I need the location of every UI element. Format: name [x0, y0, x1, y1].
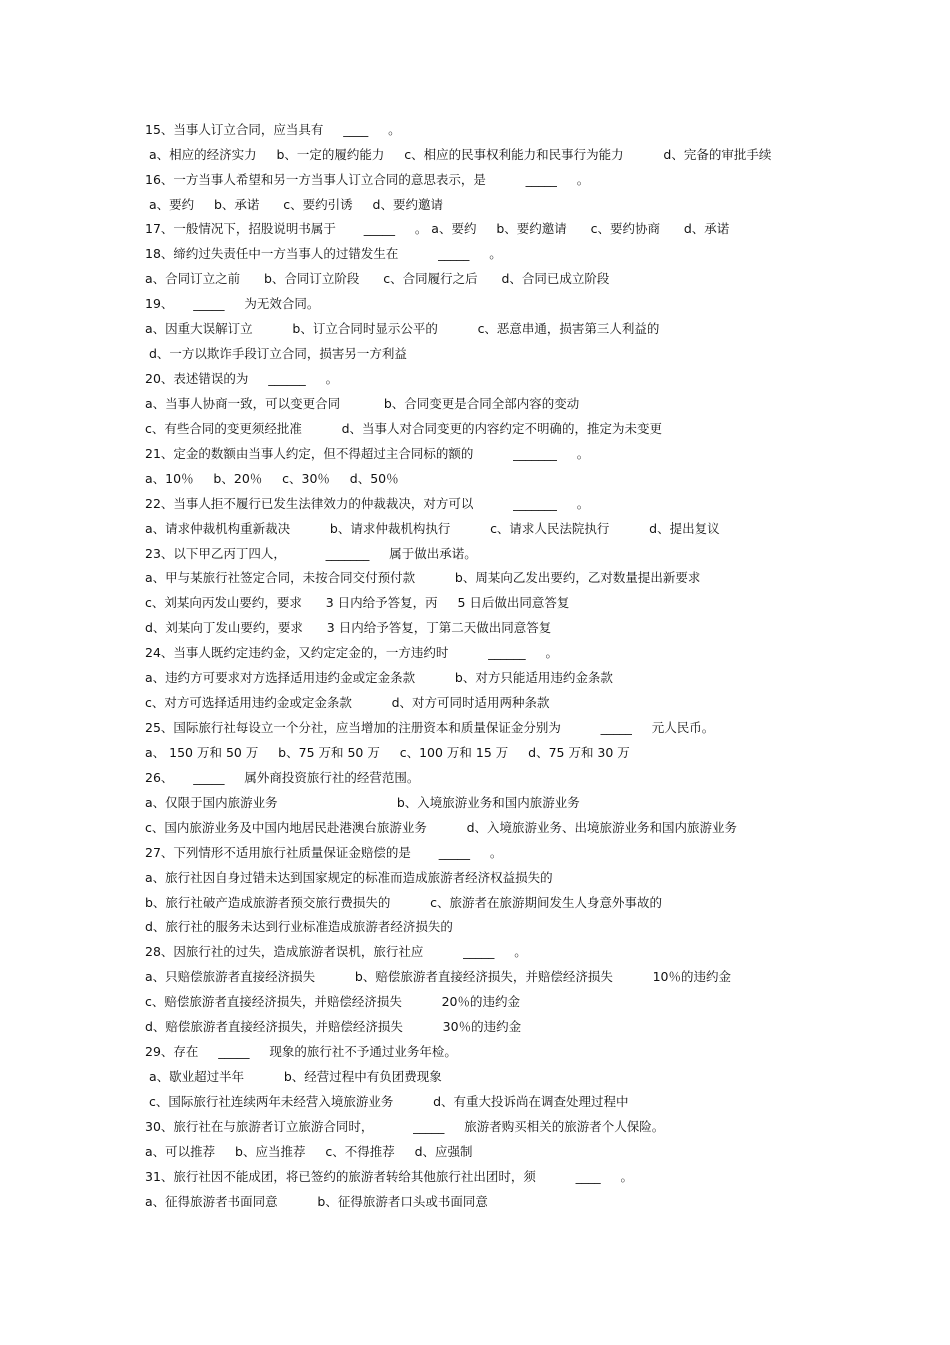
options-30: a、可以推荐 b、应当推荐 c、不得推荐 d、应强制: [145, 1144, 473, 1159]
options-24-ab: a、违约方可要求对方选择适用违约金或定金条款 b、对方只能适用违约金条款: [145, 670, 613, 685]
question-25: 25、国际旅行社每设立一个分社，应当增加的注册资本和质量保证金分别为 _____ 元人民币。: [145, 720, 715, 735]
options-19: a、因重大误解订立 b、订立合同时显示公平的 c、恶意串通，损害第三人利益的: [145, 321, 660, 336]
question-27: 27、下列情形不适用旅行社质量保证金赔偿的是 _____ 。: [145, 845, 503, 860]
options-15: a、相应的经济实力 b、一定的履约能力 c、相应的民事权利能力和民事行为能力 d、完备的审批手续: [145, 147, 772, 162]
question-30: 30、旅行社在与旅游者订立旅游合同时， _____ 旅游者购买相关的旅游者个人保险。: [145, 1119, 665, 1134]
options-23-ab: a、甲与某旅行社签定合同，未按合同交付预付款 b、周某向乙发出要约，乙对数量提出新要求: [145, 570, 701, 585]
options-28-c: c、赔偿旅游者直接经济损失，并赔偿经济损失 20％的违约金: [145, 994, 521, 1009]
options-29-cd: c、国际旅行社连续两年未经营入境旅游业务 d、有重大投诉尚在调查处理过程中: [145, 1094, 629, 1109]
options-29-ab: a、歇业超过半年 b、经营过程中有负团费现象: [145, 1069, 442, 1084]
options-19-d: d、一方以欺诈手段订立合同，损害另一方利益: [145, 346, 407, 361]
options-28-d: d、赔偿旅游者直接经济损失，并赔偿经济损失 30％的违约金: [145, 1019, 522, 1034]
question-24: 24、当事人既约定违约金，又约定定金的，一方违约时 ______ 。: [145, 645, 559, 660]
question-29: 29、存在 _____ 现象的旅行社不予通过业务年检。: [145, 1044, 457, 1059]
question-20: 20、表述错误的为 ______ 。: [145, 371, 339, 386]
options-27-a: a、旅行社因自身过错未达到国家规定的标准而造成旅游者经济权益损失的: [145, 870, 553, 885]
question-23: 23、以下甲乙丙丁四人， _______ 属于做出承诺。: [145, 546, 477, 561]
options-20-ab: a、当事人协商一致，可以变更合同 b、合同变更是合同全部内容的变动: [145, 396, 580, 411]
question-18: 18、缔约过失责任中一方当事人的过错发生在 _____ 。: [145, 246, 502, 261]
options-23-d: d、刘某向丁发山要约，要求 3 日内给予答复，丁第二天做出同意答复: [145, 620, 552, 635]
options-22: a、请求仲裁机构重新裁决 b、请求仲裁机构执行 c、请求人民法院执行 d、提出复议: [145, 521, 720, 536]
question-28: 28、因旅行社的过失，造成旅游者误机，旅行社应 _____ 。: [145, 944, 527, 959]
options-27-bc: b、旅行社破产造成旅游者预交旅行费损失的 c、旅游者在旅游期间发生人身意外事故的: [145, 895, 663, 910]
options-23-c: c、刘某向丙发山要约，要求 3 日内给予答复，丙 5 日后做出同意答复: [145, 595, 570, 610]
options-24-cd: c、对方可选择适用违约金或定金条款 d、对方可同时适用两种条款: [145, 695, 550, 710]
options-16: a、要约 b、承诺 c、要约引诱 d、要约邀请: [145, 197, 443, 212]
question-19: 19、 _____ 为无效合同。: [145, 296, 320, 311]
question-16: 16、一方当事人希望和另一方当事人订立合同的意思表示，是 _____ 。: [145, 172, 590, 187]
options-20-cd: c、有些合同的变更须经批准 d、当事人对合同变更的内容约定不明确的，推定为未变更: [145, 421, 663, 436]
options-31: a、征得旅游者书面同意 b、征得旅游者口头或书面同意: [145, 1194, 488, 1209]
options-25: a、 150 万和 50 万 b、75 万和 50 万 c、100 万和 15 万 d、75 万和 30 万: [145, 745, 630, 760]
options-18: a、合同订立之前 b、合同订立阶段 c、合同履行之后 d、合同已成立阶段: [145, 271, 610, 286]
options-21: a、10％ b、20％ c、30％ d、50％: [145, 471, 399, 486]
question-15: 15、当事人订立合同，应当具有 ____ 。: [145, 122, 401, 137]
options-27-d: d、旅行社的服务未达到行业标准造成旅游者经济损失的: [145, 919, 453, 934]
question-17: 17、一般情况下，招股说明书属于 _____ 。 a、要约 b、要约邀请 c、要约协商 d、承诺: [145, 221, 730, 236]
options-26-cd: c、国内旅游业务及中国内地居民赴港澳台旅游业务 d、入境旅游业务、出境旅游业务和国内旅游业务: [145, 820, 738, 835]
question-31: 31、旅行社因不能成团，将已签约的旅游者转给其他旅行社出团时，须 ____ 。: [145, 1169, 634, 1184]
question-22: 22、当事人拒不履行已发生法律效力的仲裁裁决，对方可以 _______ 。: [145, 496, 590, 511]
options-28-ab: a、只赔偿旅游者直接经济损失 b、赔偿旅游者直接经济损失，并赔偿经济损失 10％的违约金: [145, 969, 731, 984]
options-26-ab: a、仅限于国内旅游业务 b、入境旅游业务和国内旅游业务: [145, 795, 580, 810]
question-21: 21、定金的数额由当事人约定，但不得超过主合同标的额的 _______ 。: [145, 446, 590, 461]
question-26: 26、 _____ 属外商投资旅行社的经营范围。: [145, 770, 420, 785]
